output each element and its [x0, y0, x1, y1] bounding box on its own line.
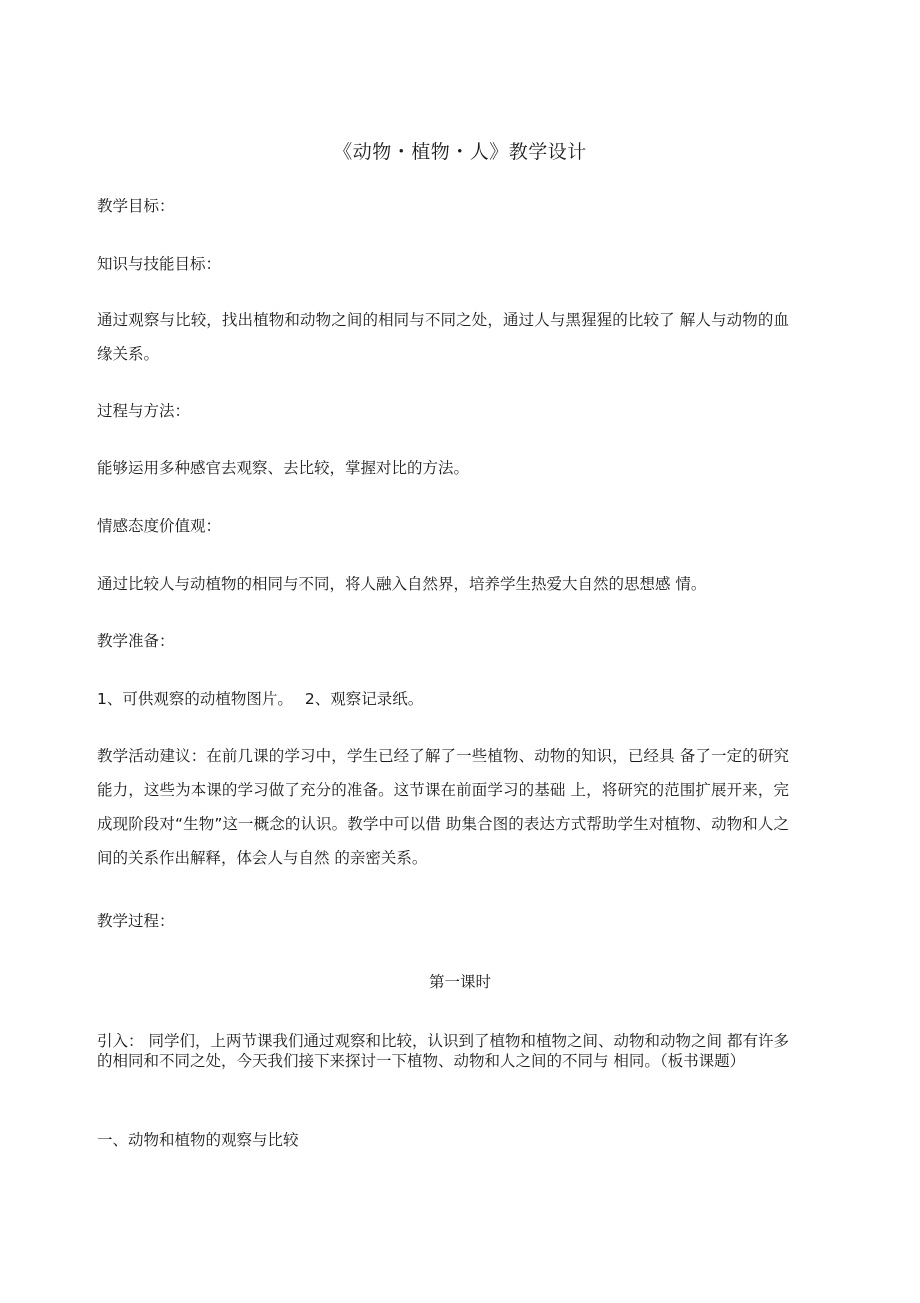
knowledge-heading: 知识与技能目标：	[97, 255, 222, 273]
objectives-heading: 教学目标：	[97, 197, 175, 215]
lesson-title: 第一课时	[428, 973, 491, 991]
emotion-heading: 情感态度价值观：	[97, 517, 222, 535]
prep-items	[97, 682, 797, 716]
knowledge-text: 通过观察与比较，找出植物和动物之间的相同与不同之处，通过人与黑猩猩的比较了 解人与动物的血缘关系。	[97, 311, 789, 363]
prep-item-2: 2、观察记录纸。	[304, 690, 424, 708]
prep-item-1: 1、可供观察的动植物图片。	[97, 690, 293, 708]
process-text: 能够运用多种感官去观察、去比较，掌握对比的方法。	[97, 459, 470, 477]
activity-text: 教学活动建议：在前几课的学习中，学生已经了解了一些植物、动物的知识，已经具 备了一定的研究能力，这些为本课的学习做了充分的准备。这节课在前面学习的基础 上，将研究的范围扩展开来，完成现阶段对“生物”这一概念的认识。教学中可以借 助集合图的表达方式帮助学生对植物、动物和人之间的关系作出解释，体会人与自然 的亲密关系。	[97, 747, 789, 867]
emotion-text: 通过比较人与动植物的相同与不同，将人融入自然界，培养学生热爱大自然的思想感 情。	[97, 575, 707, 593]
document-title: 《动物・植物・人》教学设计	[333, 141, 587, 163]
process-main-heading: 教学过程：	[97, 912, 175, 930]
intro-text: 引入： 同学们，上两节课我们通过观察和比较，认识到了植物和植物之间、动物和动物之间 都有许多的相同和不同之处，今天我们接下来探讨一下植物、动物和人之间的不同与 相同。（板书课题）	[97, 1032, 789, 1070]
section-one-heading: 一、动物和植物的观察与比较	[97, 1131, 299, 1149]
process-heading: 过程与方法：	[97, 402, 191, 420]
prep-heading: 教学准备：	[97, 632, 175, 650]
